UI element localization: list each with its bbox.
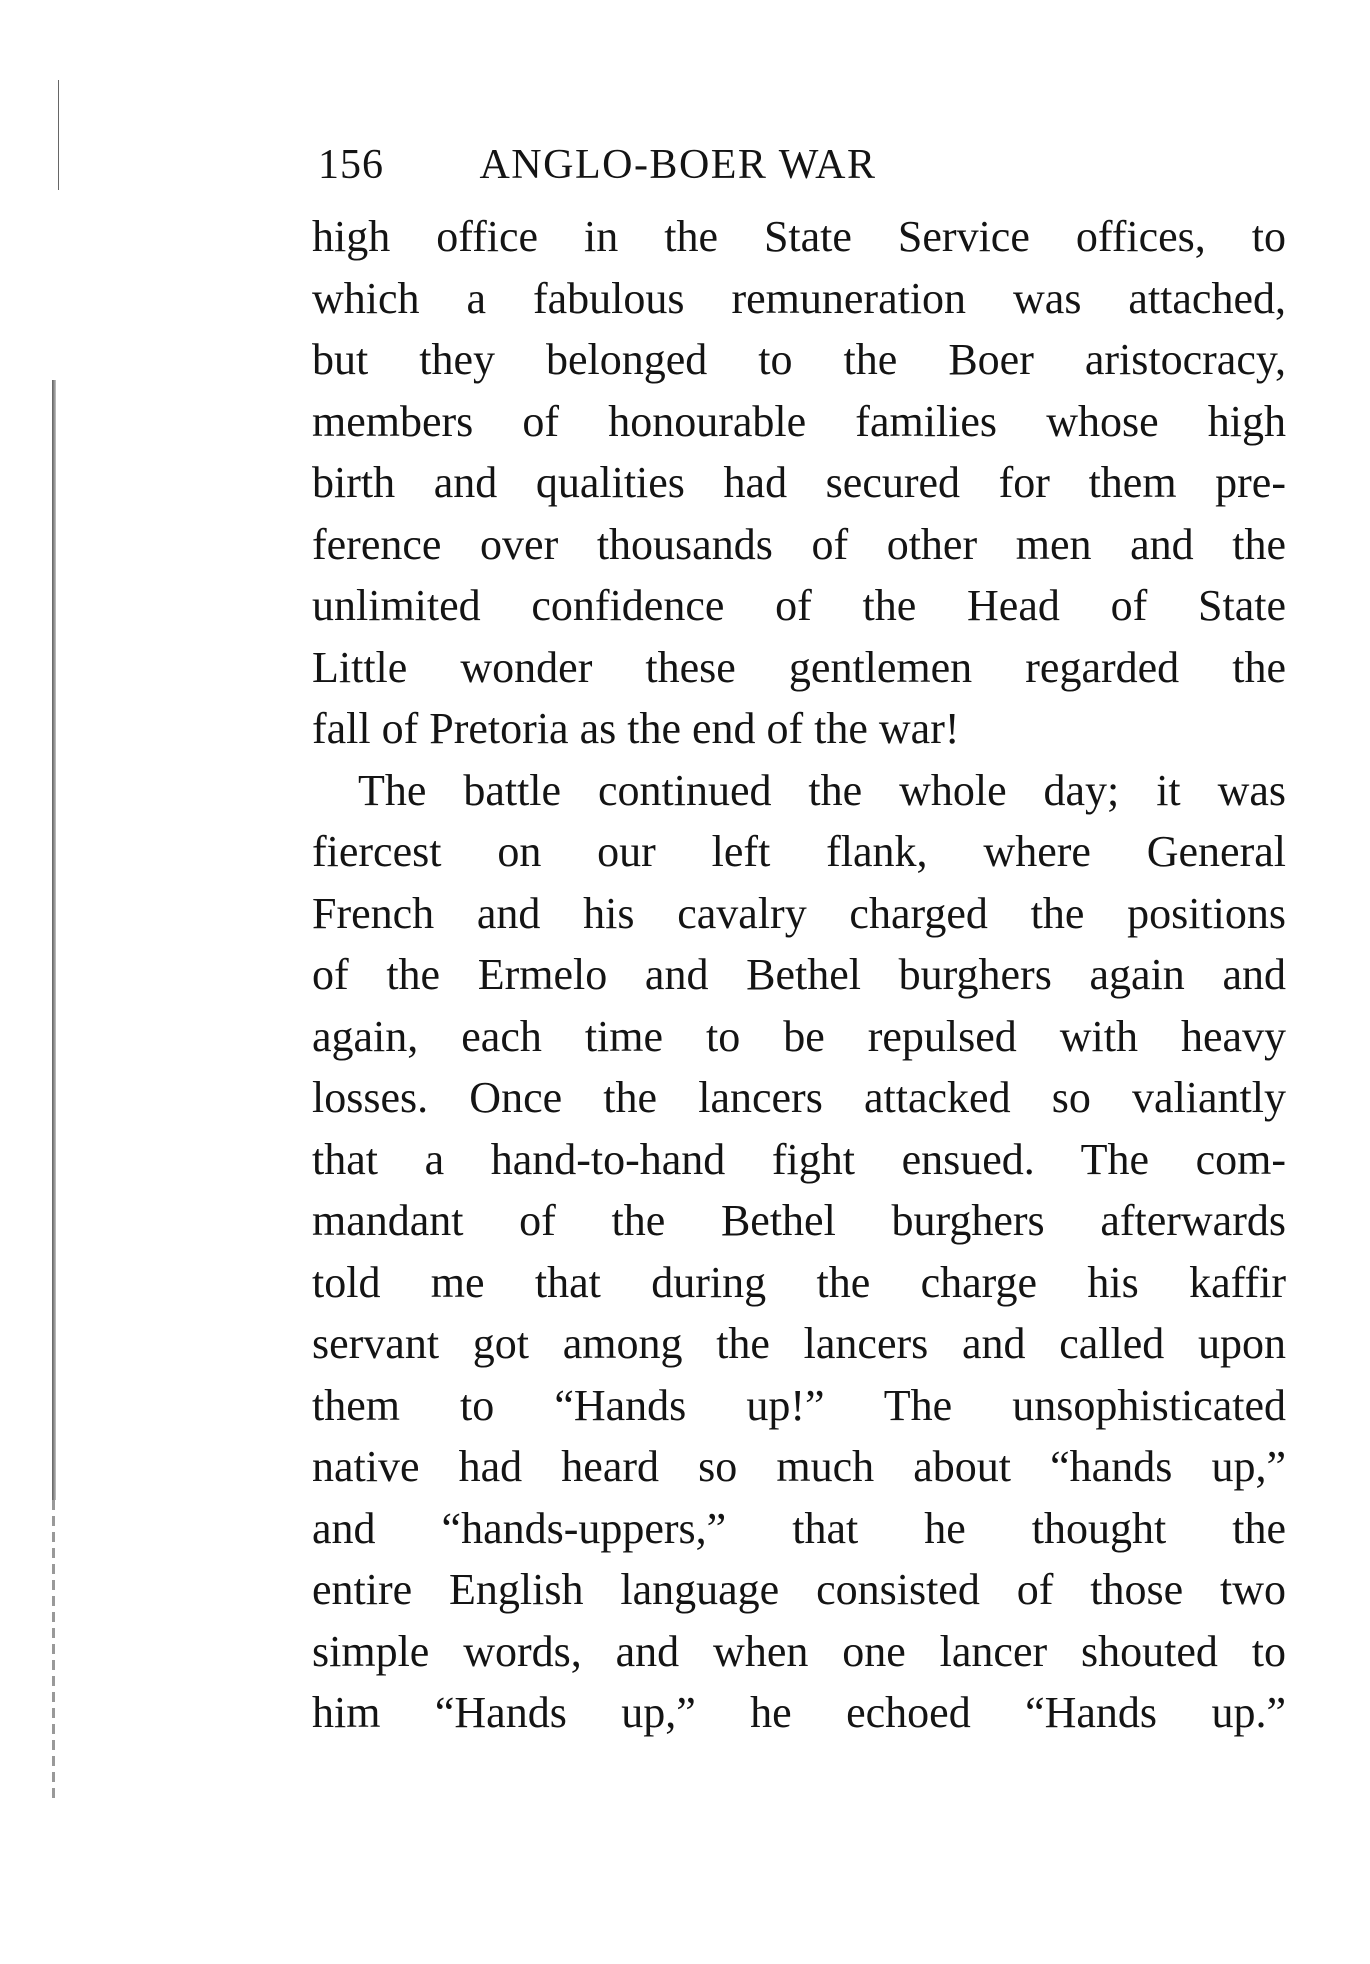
- text-line: told me that during the charge his kaffir: [312, 1257, 1286, 1307]
- text-line: that a hand-to-hand fight ensued. The com-: [312, 1134, 1286, 1184]
- text-line: French and his cavalry charged the positions: [312, 888, 1286, 938]
- text-line: fiercest on our left flank, where General: [312, 827, 1286, 876]
- text-line: Little wonder these gentlemen regarded the: [312, 642, 1286, 692]
- text-line: native had heard so much about “hands up,”: [312, 1442, 1286, 1491]
- page-header: [318, 140, 1038, 190]
- binding-gutter-shadow: [52, 380, 56, 1500]
- text-line: him “Hands up,” he echoed “Hands up.”: [312, 1688, 1286, 1737]
- text-line: members of honourable families whose high: [312, 396, 1286, 446]
- binding-edge-mark: [52, 1500, 55, 1800]
- text-line: birth and qualities had secured for them pre-: [312, 458, 1286, 507]
- text-line: them to “Hands up!” The unsophisticated: [312, 1380, 1286, 1430]
- paragraph-start-line: The battle continued the whole day; it was: [358, 765, 1286, 815]
- text-line: losses. Once the lancers attacked so valiantly: [312, 1073, 1286, 1122]
- text-line: of the Ermelo and Bethel burghers again and: [312, 950, 1286, 999]
- text-line: unlimited confidence of the Head of State: [312, 581, 1286, 630]
- text-line: and “hands-uppers,” that he thought the: [312, 1503, 1286, 1553]
- text-line: simple words, and when one lancer shouted to: [312, 1626, 1286, 1676]
- text-line: again, each time to be repulsed with heavy: [312, 1011, 1286, 1061]
- text-line: servant got among the lancers and called upon: [312, 1319, 1286, 1368]
- running-title: ANGLO-BOER WAR: [479, 142, 877, 188]
- binding-edge-mark: [58, 80, 59, 190]
- body-text: [312, 206, 1286, 1744]
- text-line: entire English language consisted of those two: [312, 1565, 1286, 1614]
- text-line: high office in the State Service offices, to: [312, 212, 1286, 261]
- text-line: ference over thousands of other men and the: [312, 519, 1286, 569]
- text-line: which a fabulous remuneration was attached,: [312, 273, 1286, 323]
- text-line: mandant of the Bethel burghers afterwards: [312, 1196, 1286, 1245]
- text-line: but they belonged to the Boer aristocracy,: [312, 335, 1286, 384]
- page-number: 156: [318, 142, 384, 188]
- text-line: fall of Pretoria as the end of the war!: [312, 704, 960, 753]
